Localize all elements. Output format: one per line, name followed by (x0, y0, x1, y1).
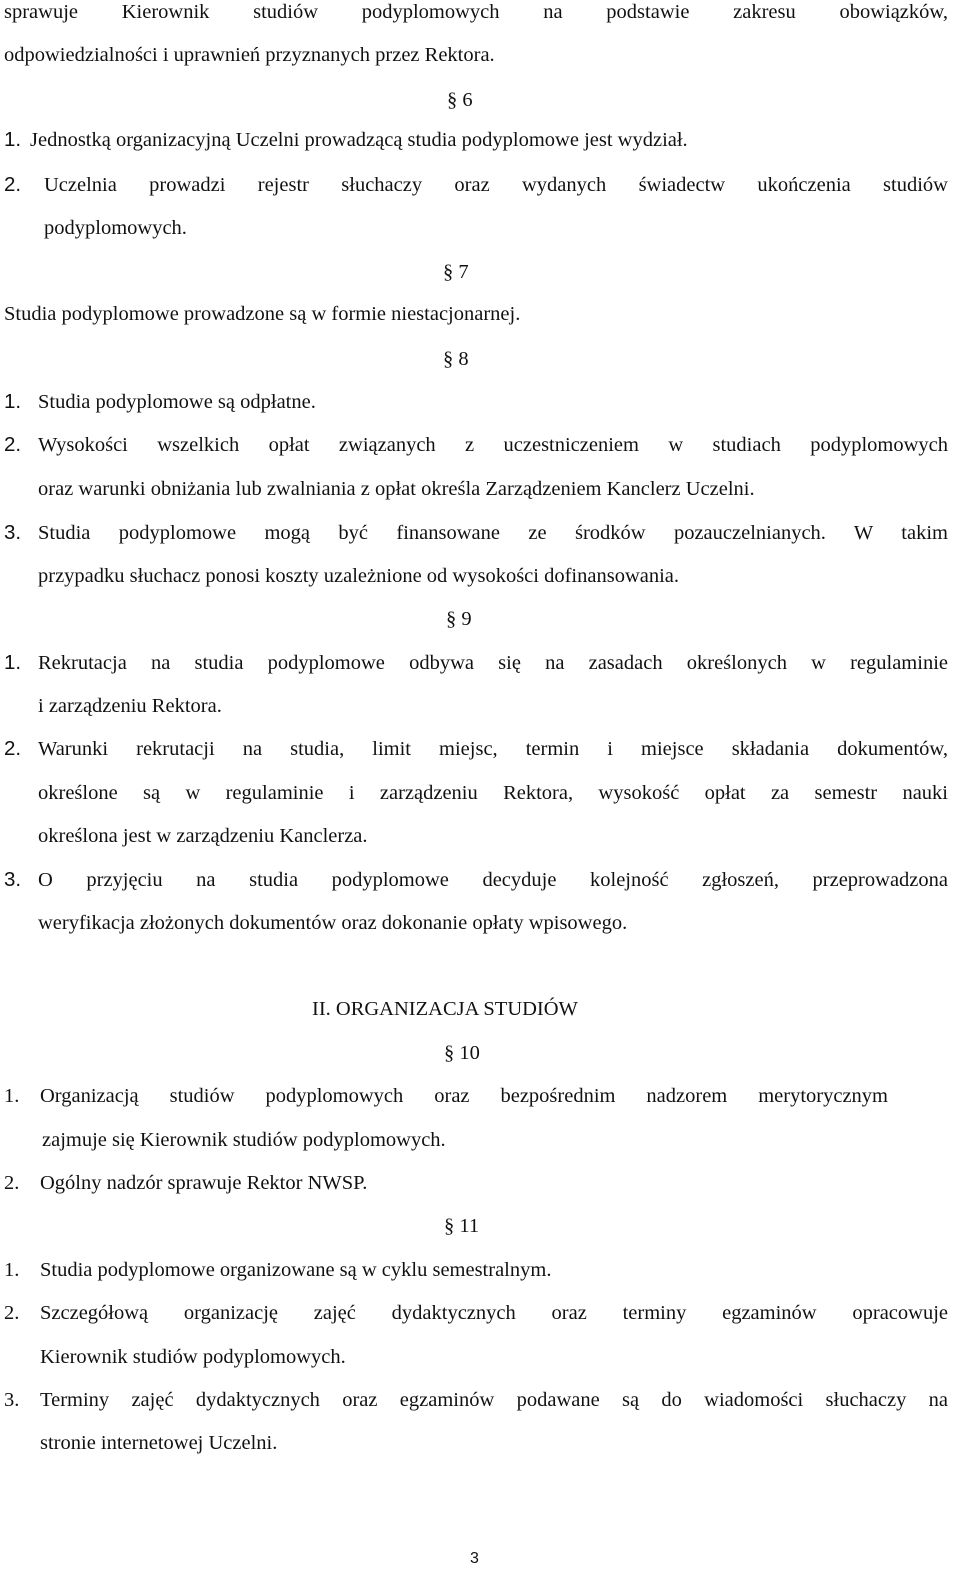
paragraph-text: O przyjęciu na studia podyplomowe decyduje kolejność zgłoszeń, przeprowadzona (38, 869, 948, 891)
paragraph-text: Jednostką organizacyjną Uczelni prowadzącą studia podyplomowe jest wydział. (30, 129, 688, 151)
paragraph-text: Ogólny nadzór sprawuje Rektor NWSP. (40, 1172, 368, 1194)
paragraph-number: 2. (4, 173, 22, 196)
paragraph-text: Studia podyplomowe prowadzone są w formie niestacjonarnej. (4, 303, 521, 325)
paragraph-text: Organizacją studiów podyplomowych oraz bezpośrednim nadzorem merytorycznym (40, 1085, 888, 1107)
paragraph-text: Uczelnia prowadzi rejestr słuchaczy oraz wydanych świadectw ukończenia studiów (44, 174, 948, 196)
paragraph-text: podyplomowych. (44, 217, 187, 239)
paragraph-number: 1. (4, 651, 22, 674)
page-number: 3 (470, 1550, 479, 1567)
paragraph-text: określona jest w zarządzeniu Kanclerza. (38, 825, 368, 847)
paragraph-text: Warunki rekrutacji na studia, limit miejsc, termin i miejsce składania dokumentów, (38, 738, 948, 760)
paragraph-text: Studia podyplomowe mogą być finansowane ze środków pozauczelnianych. W takim (38, 522, 948, 544)
paragraph-number: 2. (4, 737, 22, 760)
paragraph-number: 3. (4, 521, 22, 544)
section-sign-8: § 8 (443, 348, 469, 370)
paragraph-number: 1. (4, 1085, 20, 1107)
section-sign-6: § 6 (447, 89, 473, 111)
paragraph-number: 1. (4, 390, 22, 413)
paragraph-text: oraz warunki obniżania lub zwalniania z opłat określa Zarządzeniem Kanclerz Uczelni. (38, 478, 755, 500)
paragraph-number: 2. (4, 433, 22, 456)
paragraph-text: przypadku słuchacz ponosi koszty uzależnione od wysokości dofinansowania. (38, 565, 680, 587)
paragraph-number: 3. (4, 1389, 20, 1411)
paragraph-number: 1. (4, 1259, 20, 1281)
paragraph-number: 3. (4, 868, 22, 891)
paragraph-number: 2. (4, 1302, 20, 1324)
section-sign-11: § 11 (444, 1215, 480, 1237)
paragraph-text: stronie internetowej Uczelni. (40, 1432, 278, 1454)
paragraph-text: określone są w regulaminie i zarządzeniu Rektora, wysokość opłat za semestr nauki (38, 782, 948, 804)
paragraph-number: 1. (4, 128, 22, 151)
paragraph-text: i zarządzeniu Rektora. (38, 695, 222, 717)
section-sign-9: § 9 (446, 608, 472, 630)
paragraph-text: weryfikacja złożonych dokumentów oraz dokonanie opłaty wpisowego. (38, 912, 628, 934)
paragraph-text: Rekrutacja na studia podyplomowe odbywa się na zasadach określonych w regulaminie (38, 652, 948, 674)
paragraph-number: 2. (4, 1172, 20, 1194)
paragraph-text: Studia podyplomowe organizowane są w cyklu semestralnym. (40, 1259, 552, 1281)
paragraph-text: Kierownik studiów podyplomowych. (40, 1346, 346, 1368)
intro-line: sprawuje Kierownik studiów podyplomowych na podstawie zakresu obowiązków, (4, 1, 948, 23)
chapter-heading: II. ORGANIZACJA STUDIÓW (312, 998, 578, 1020)
section-sign-7: § 7 (443, 261, 469, 283)
paragraph-text: zajmuje się Kierownik studiów podyplomowych. (42, 1129, 446, 1151)
paragraph-text: Terminy zajęć dydaktycznych oraz egzaminów podawane są do wiadomości słuchaczy na (40, 1389, 948, 1411)
paragraph-text: Studia podyplomowe są odpłatne. (38, 391, 316, 413)
paragraph-text: Szczegółową organizację zajęć dydaktycznych oraz terminy egzaminów opracowuje (40, 1302, 948, 1324)
intro-line: odpowiedzialności i uprawnień przyznanych przez Rektora. (4, 44, 495, 66)
paragraph-text: Wysokości wszelkich opłat związanych z uczestniczeniem w studiach podyplomowych (38, 434, 948, 456)
section-sign-10: § 10 (444, 1042, 480, 1064)
